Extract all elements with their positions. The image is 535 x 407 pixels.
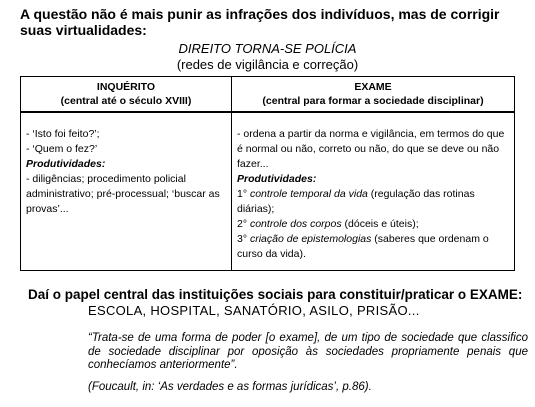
cell-inquerito (26, 127, 226, 217)
inquerito-prod-text: - diligências; procedimento policial administrativo; pré-processual; ‘buscar as provas’... (26, 173, 220, 215)
slide-heading: A questão não é mais punir as infrações dos indivíduos, mas de corrigir suas virtualidades: (20, 6, 500, 38)
header-divider (21, 111, 514, 113)
institutions-list: ESCOLA, HOSPITAL, SANATÓRIO, ASILO, PRISÃO... (88, 303, 420, 318)
exame-item-1-rest: (regulação das rotinas diárias); (237, 188, 475, 215)
inquerito-question-2: - ‘Quem o fez?’ (26, 143, 98, 155)
exame-item-3 (237, 232, 509, 262)
header-inquerito-subtitle: (central até o século XVIII) (60, 95, 192, 107)
subtitle-direito: DIREITO TORNA-SE POLÍCIA (178, 41, 357, 56)
exame-item-1-num: 1° (237, 188, 248, 200)
header-exame-title: EXAME (354, 81, 392, 93)
quote-citation: (Foucault, in: ‘As verdades e as formas jurídicas’, p.86). (88, 381, 372, 393)
header-inquerito-title: INQUÉRITO (96, 81, 156, 93)
cell-exame (237, 127, 509, 262)
header-exame (232, 80, 514, 108)
exame-item-1 (237, 187, 509, 217)
header-exame-subtitle: (central para formar a sociedade disciplinar) (262, 95, 484, 107)
bottom-question: Daí o papel central das instituições sociais para constituir/praticar o EXAME: (28, 287, 523, 302)
exame-item-3-num: 3° (237, 233, 248, 245)
exame-item-2-rest: (dóceis e úteis); (344, 218, 419, 230)
inquerito-question-1: - ‘Isto foi feito?’; (26, 128, 100, 140)
exame-item-3-rest: (saberes que ordenam o curso da vida). (237, 233, 489, 260)
header-inquerito (21, 80, 231, 108)
comparison-table (20, 76, 515, 271)
inquerito-prod-label: Produtividades: (26, 158, 106, 170)
exame-item-2 (237, 217, 509, 232)
exame-prod-label: Produtividades: (237, 173, 317, 185)
exame-item-3-em: criação de epistemologias (249, 233, 372, 245)
foucault-quote: “Trata-se de uma forma de poder [o exame], de um tipo de sociedade que classifico de sociedade disciplinar por oposição às sociedades propriamente penais que conhecíamos anteriormente”. (88, 332, 528, 371)
subtitle-redes: (redes de vigilância e correção) (176, 57, 359, 72)
exame-item-2-num: 2° (237, 218, 248, 230)
exame-item-2-em: controle dos corpos (249, 218, 342, 230)
exame-item-1-em: controle temporal da vida (249, 188, 368, 200)
exame-intro: - ordena a partir da norma e vigilância, em termos do que é normal ou não, correto ou não, do que se deve ou não fazer... (237, 128, 505, 170)
